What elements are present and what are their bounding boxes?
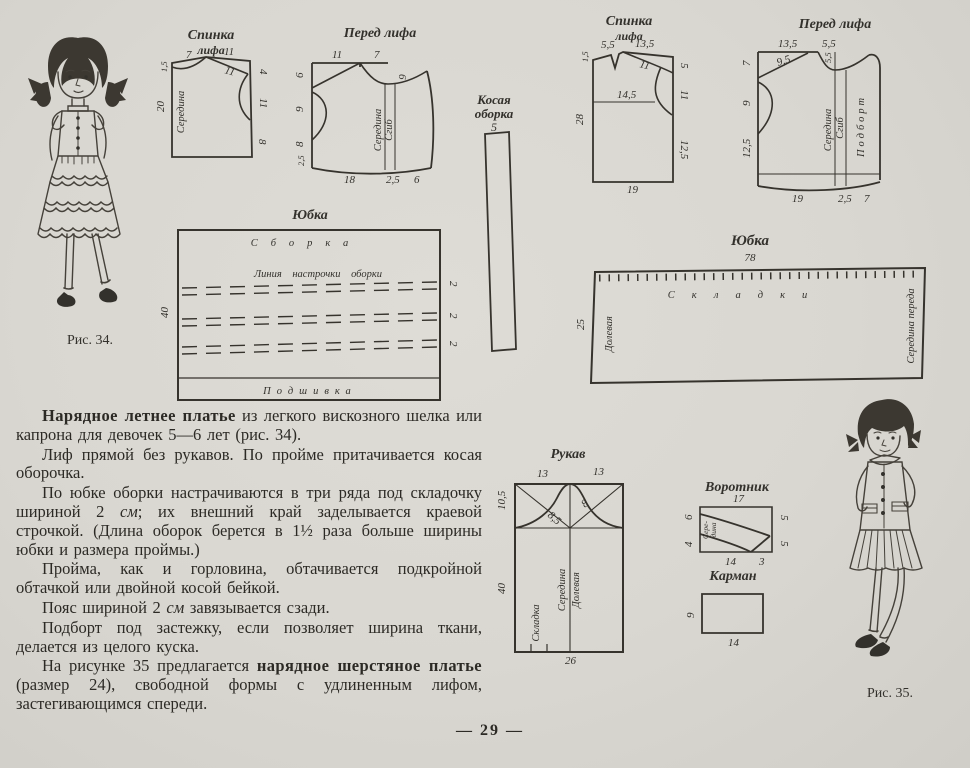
svg-text:Середина: Середина — [557, 568, 568, 612]
arm-right — [902, 466, 915, 507]
arm-right — [98, 116, 106, 158]
pleat-tick-marks — [599, 274, 921, 278]
svg-text:6: 6 — [396, 74, 408, 80]
svg-text:5,5: 5,5 — [601, 39, 615, 51]
hem-curve — [758, 182, 880, 190]
pattern-karman — [683, 584, 783, 650]
pattern-title-spinka-left: Спинка лифа — [187, 28, 235, 57]
pleat-ticks — [531, 644, 547, 652]
bow-left — [846, 434, 859, 452]
svg-text:5: 5 — [678, 63, 690, 69]
top-edge — [312, 63, 388, 67]
pigtail-right — [105, 78, 128, 107]
svg-text:Середина переда: Середина переда — [906, 288, 917, 364]
collar-end — [751, 536, 770, 552]
svg-text:6: 6 — [683, 514, 695, 520]
pattern-pered-lifa-right — [742, 40, 892, 210]
svg-text:26: 26 — [565, 655, 576, 667]
svg-text:78: 78 — [744, 252, 756, 264]
svg-text:25: 25 — [575, 319, 587, 330]
pattern-rukav — [495, 460, 635, 680]
pattern-title-spinka-right: Спинка лифа — [605, 14, 653, 43]
pattern-yubka-right — [575, 226, 970, 391]
svg-text:11: 11 — [332, 49, 343, 61]
svg-text:40: 40 — [159, 307, 171, 318]
pattern-yubka-left — [160, 218, 465, 408]
svg-text:6: 6 — [294, 72, 306, 78]
svg-text:7: 7 — [374, 49, 380, 61]
svg-text:Подборт: Подборт — [856, 94, 867, 158]
svg-text:Середина: Середина — [176, 90, 187, 134]
svg-text:9: 9 — [741, 100, 753, 106]
svg-text:2: 2 — [447, 341, 459, 347]
armhole-curve — [312, 92, 326, 140]
svg-text:17: 17 — [733, 493, 744, 505]
svg-text:10,5: 10,5 — [496, 490, 508, 510]
svg-text:11: 11 — [678, 90, 690, 101]
svg-text:40: 40 — [496, 583, 508, 594]
svg-text:13,5: 13,5 — [778, 38, 798, 50]
armhole-curve — [239, 74, 250, 120]
neck-curve — [360, 63, 427, 84]
pattern-title-pered-left: Перед лифа — [343, 26, 417, 41]
hem-curve — [312, 168, 431, 174]
svg-text:7: 7 — [864, 193, 870, 205]
svg-text:Юбка: Юбка — [730, 233, 770, 249]
pattern-title-pered-right: Перед лифа — [798, 17, 872, 32]
flap-outer-edge — [869, 55, 880, 180]
svg-text:20: 20 — [155, 101, 167, 112]
girl-illustration-fig35 — [820, 390, 970, 685]
skirt-outline — [591, 268, 925, 383]
svg-text:12,5: 12,5 — [741, 138, 753, 158]
page-number: — 29 — — [456, 722, 524, 739]
diagonals — [515, 484, 623, 528]
svg-text:13: 13 — [537, 468, 548, 480]
svg-text:2,5: 2,5 — [296, 155, 306, 166]
armhole-curve — [655, 67, 672, 115]
svg-text:6: 6 — [414, 174, 420, 186]
svg-text:14: 14 — [725, 556, 736, 568]
svg-text:4: 4 — [257, 69, 269, 75]
svg-text:18: 18 — [344, 174, 355, 186]
pattern-title-kosaya: Косая оборка 5 — [474, 92, 514, 135]
svg-text:2: 2 — [447, 281, 459, 287]
paragraph: На рисунке 35 предлагается нарядное шерстяное платье (размер 24), свободной формы с удлиненным лифом, застегивающимся спереди. — [16, 656, 482, 713]
pattern-spinka-lifa-left — [155, 46, 269, 168]
svg-text:11: 11 — [257, 98, 269, 109]
ruffle-stitch-lines — [182, 282, 437, 354]
svg-text:2: 2 — [447, 313, 459, 319]
pattern-title-vorotnik: Воротник — [705, 480, 769, 495]
pattern-kosaya-oborka — [475, 125, 525, 360]
svg-text:Сгиб: Сгиб — [384, 119, 395, 141]
svg-text:19: 19 — [792, 193, 803, 205]
coat — [860, 462, 910, 530]
svg-text:дина: дина — [709, 522, 718, 538]
arm-left — [50, 116, 58, 160]
skirt-tier-1 — [50, 156, 108, 186]
figure-caption-35: Рис. 35. — [867, 686, 913, 701]
svg-text:4: 4 — [683, 541, 695, 547]
pocket-outline — [702, 594, 763, 633]
bias-strip-outline — [485, 132, 516, 351]
svg-text:11: 11 — [638, 58, 652, 73]
svg-text:14,5: 14,5 — [617, 89, 637, 101]
outline — [593, 52, 673, 182]
girl-illustration-fig34 — [8, 22, 148, 334]
article-text — [16, 407, 482, 715]
svg-text:9: 9 — [685, 612, 697, 618]
pattern-title-karman: Карман — [709, 569, 757, 584]
svg-text:Подшивка: Подшивка — [263, 386, 357, 397]
svg-text:3: 3 — [759, 556, 765, 568]
pattern-spinka-lifa-right — [574, 38, 692, 196]
paragraph: Пояс шириной 2 см завязывается сзади. — [42, 597, 330, 617]
pigtail-left — [28, 78, 51, 107]
svg-text:8: 8 — [256, 139, 268, 145]
skirt-tier-2 — [44, 182, 114, 212]
figure-caption-34: Рис. 34. — [67, 333, 113, 348]
shoe-right — [99, 288, 117, 302]
shoe-left — [855, 634, 878, 648]
cap-curve — [515, 484, 623, 528]
svg-text:Складка: Складка — [531, 604, 542, 642]
svg-text:11: 11 — [224, 46, 235, 58]
svg-text:13,5: 13,5 — [635, 38, 655, 50]
svg-text:Долевая: Долевая — [604, 316, 615, 352]
pocket-right — [892, 502, 908, 511]
svg-text:9,5: 9,5 — [775, 53, 793, 69]
pattern-title-rukav: Рукав — [550, 447, 586, 462]
svg-text:Середина: Середина — [373, 108, 384, 152]
svg-text:2,5: 2,5 — [386, 174, 400, 186]
pattern-title-yubka-left: Юбка — [292, 208, 328, 223]
paragraph: Пройма, как и горловина, обтачивается подкройной обтачкой или двойной косой бейкой. — [16, 559, 482, 598]
paragraph: По юбке оборки настрачиваются в три ряда под складочку шириной 2 см; их внешний край заделывается краевой строчкой. (Длина оборок берется в 1½ раза больше ширины юбки и размера проймы.) — [16, 483, 482, 559]
svg-text:19: 19 — [627, 184, 638, 196]
svg-text:2,5: 2,5 — [838, 193, 852, 205]
pattern-vorotnik — [683, 490, 798, 580]
svg-text:8: 8 — [294, 141, 306, 147]
pleat-lines — [858, 530, 912, 568]
pattern-pered-lifa-left — [296, 50, 446, 186]
svg-text:5: 5 — [778, 541, 790, 547]
svg-text:Долевая: Долевая — [571, 572, 582, 608]
skirt-outline — [178, 230, 440, 400]
svg-text:7: 7 — [186, 49, 192, 61]
svg-text:Складки: Складки — [667, 290, 825, 301]
svg-text:8,5: 8,5 — [544, 509, 564, 528]
svg-text:13: 13 — [593, 466, 604, 478]
svg-text:Сгиб: Сгиб — [835, 117, 846, 139]
svg-text:12,5: 12,5 — [678, 140, 690, 160]
armhole-curve — [758, 82, 772, 134]
shoulder-diagonal — [312, 63, 360, 88]
svg-text:5,5: 5,5 — [822, 38, 836, 50]
svg-text:5: 5 — [778, 515, 790, 521]
shoe-left — [57, 292, 76, 307]
skirt-tier-3 — [38, 208, 120, 238]
svg-text:8: 8 — [578, 497, 592, 511]
svg-text:9: 9 — [294, 106, 306, 112]
paragraph: Нарядное летнее платье из легкого вискозного шелка или капрона для девочек 5—6 лет (рис. 34). — [16, 406, 482, 444]
svg-text:28: 28 — [574, 114, 586, 125]
svg-text:7: 7 — [741, 60, 753, 66]
svg-text:11: 11 — [223, 64, 237, 79]
svg-text:5,5: 5,5 — [823, 52, 833, 63]
svg-text:14: 14 — [728, 637, 739, 649]
pocket-left — [862, 504, 877, 513]
svg-text:Линия настрочки оборки: Линия настрочки оборки — [254, 269, 382, 280]
svg-text:1,5: 1,5 — [159, 61, 169, 72]
paragraph: Лиф прямой без рукавов. По пройме притачивается косая оборочка. — [16, 444, 482, 483]
hair — [858, 399, 914, 448]
flap-outer-edge — [427, 71, 433, 168]
svg-text:1,5: 1,5 — [580, 51, 590, 62]
legs — [65, 234, 108, 288]
svg-text:Сере-: Сере- — [701, 521, 710, 539]
svg-text:Середина: Середина — [823, 108, 834, 152]
paragraph: Подборт под застежку, если позволяет ширина ткани, делается из целого куска. — [16, 617, 482, 656]
svg-text:Сборка: Сборка — [250, 238, 362, 249]
